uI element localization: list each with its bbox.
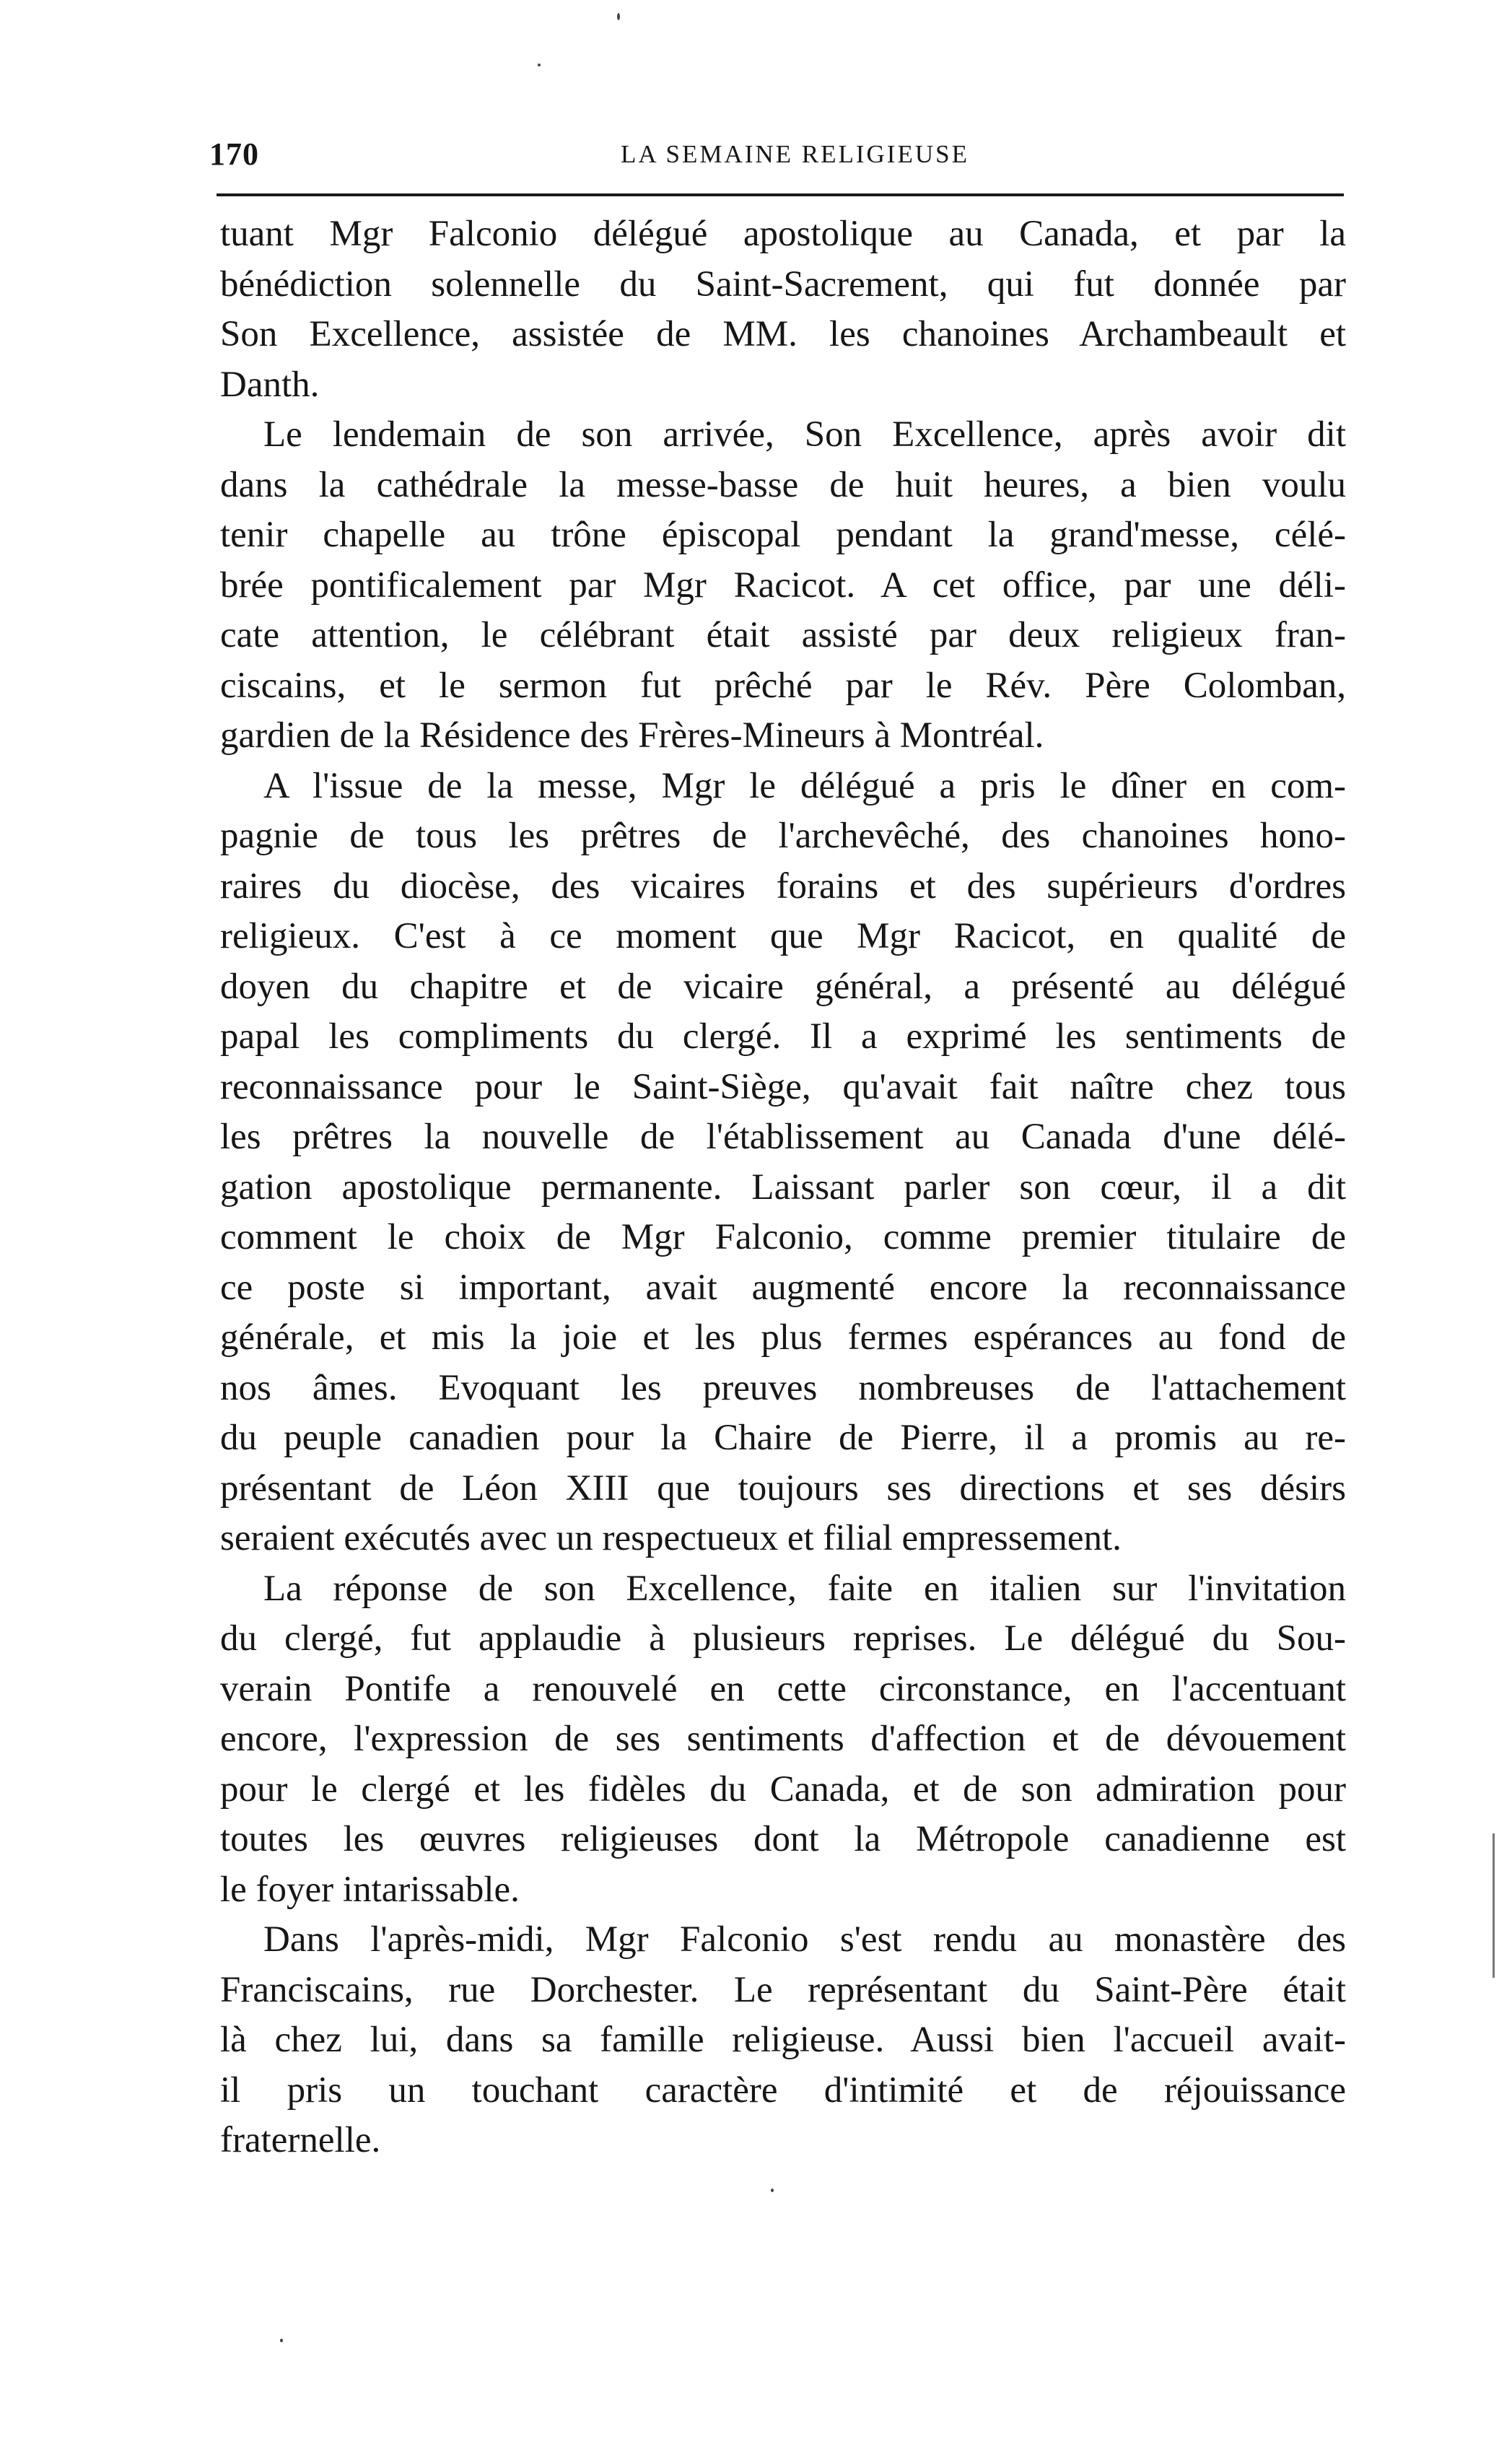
text-line: le foyer intarissable. <box>220 1869 520 1910</box>
paragraph <box>220 1564 1346 1916</box>
text-line: doyen du chapitre et de vicaire général, a présenté au délégué <box>220 966 1346 1007</box>
text-line: Franciscains, rue Dorchester. Le représentant du Saint-Père était <box>220 1969 1346 2010</box>
text-line: Dans l'après-midi, Mgr Falconio s'est rendu au monastère des <box>263 1919 1346 1960</box>
page-number: 170 <box>209 136 259 172</box>
body-text <box>220 209 1346 2166</box>
text-line: raires du diocèse, des vicaires forains et des supérieurs d'ordres <box>220 865 1346 907</box>
text-line: là chez lui, dans sa famille religieuse. Aussi bien l'accueil avait- <box>220 2020 1346 2060</box>
ink-speck <box>617 13 620 20</box>
text-line: du peuple canadien pour la Chaire de Pierre, il a promis au re- <box>220 1418 1346 1458</box>
text-line: A l'issue de la messe, Mgr le délégué a pris le dîner en com- <box>263 765 1346 806</box>
text-line: papal les compliments du clergé. Il a exprimé les sentiments de <box>220 1016 1346 1057</box>
header-rule <box>217 193 1344 196</box>
text-line: cate attention, le célébrant était assisté par deux religieux fran- <box>220 615 1346 655</box>
paragraph <box>220 209 1346 410</box>
text-line: dans la cathédrale la messe-basse de huit heures, a bien voulu <box>220 464 1346 505</box>
text-line: verain Pontife a renouvelé en cette circonstance, en l'accentuant <box>220 1668 1346 1709</box>
paragraph <box>220 1915 1346 2166</box>
running-title: LA SEMAINE RELIGIEUSE <box>621 140 969 168</box>
text-line: nos âmes. Evoquant les preuves nombreuses de l'attachement <box>220 1367 1346 1408</box>
text-line: fraternelle. <box>220 2120 381 2160</box>
ink-speck <box>280 2339 283 2342</box>
text-line: bénédiction solennelle du Saint-Sacrement, qui fut donnée par <box>220 263 1346 305</box>
ink-speck <box>538 64 541 66</box>
text-line: pagnie de tous les prêtres de l'archevêché, des chanoines hono- <box>220 816 1346 856</box>
text-line: générale, et mis la joie et les plus fermes espérances au fond de <box>220 1317 1346 1358</box>
text-line: ciscains, et le sermon fut prêché par le Rév. Père Colomban, <box>220 665 1346 706</box>
page-header <box>209 136 1350 179</box>
text-line: religieux. C'est à ce moment que Mgr Racicot, en qualité de <box>220 916 1346 956</box>
paragraph <box>220 410 1346 762</box>
text-line: gation apostolique permanente. Laissant parler son cœur, il a dit <box>220 1166 1346 1208</box>
text-line: Danth. <box>220 364 320 405</box>
text-line: encore, l'expression de ses sentiments d'affection et de dévouement <box>220 1719 1346 1759</box>
text-line: les prêtres la nouvelle de l'établissement au Canada d'une délé- <box>220 1117 1346 1157</box>
paragraph <box>220 762 1346 1564</box>
text-line: toutes les œuvres religieuses dont la Métropole canadienne est <box>220 1819 1346 1859</box>
text-line: comment le choix de Mgr Falconio, comme premier titulaire de <box>220 1217 1346 1257</box>
text-line: La réponse de son Excellence, faite en italien sur l'invitation <box>263 1568 1346 1609</box>
text-line: seraient exécutés avec un respectueux et filial empressement. <box>220 1518 1122 1558</box>
text-line: reconnaissance pour le Saint-Siège, qu'avait fait naître chez tous <box>220 1066 1346 1107</box>
text-line: ce poste si important, avait augmenté encore la reconnaissance <box>220 1267 1346 1308</box>
text-line: Son Excellence, assistée de MM. les chanoines Archambeault et <box>220 314 1346 354</box>
text-line: tuant Mgr Falconio délégué apostolique au Canada, et par la <box>220 214 1346 254</box>
text-line: Le lendemain de son arrivée, Son Excellence, après avoir dit <box>263 414 1346 455</box>
margin-mark <box>1493 1833 1495 1978</box>
text-line: il pris un touchant caractère d'intimité et de réjouissance <box>220 2069 1346 2111</box>
text-line: tenir chapelle au trône épiscopal pendant la grand'messe, célé- <box>220 515 1346 555</box>
text-line: gardien de la Résidence des Frères-Mineurs à Montréal. <box>220 715 1044 756</box>
text-line: du clergé, fut applaudie à plusieurs reprises. Le délégué du Sou- <box>220 1618 1346 1659</box>
text-line: pour le clergé et les fidèles du Canada, et de son admiration pour <box>220 1768 1346 1810</box>
text-line: brée pontificalement par Mgr Racicot. A cet office, par une déli- <box>220 564 1346 606</box>
ink-speck <box>771 2189 774 2192</box>
text-line: présentant de Léon XIII que toujours ses directions et ses désirs <box>220 1467 1346 1509</box>
